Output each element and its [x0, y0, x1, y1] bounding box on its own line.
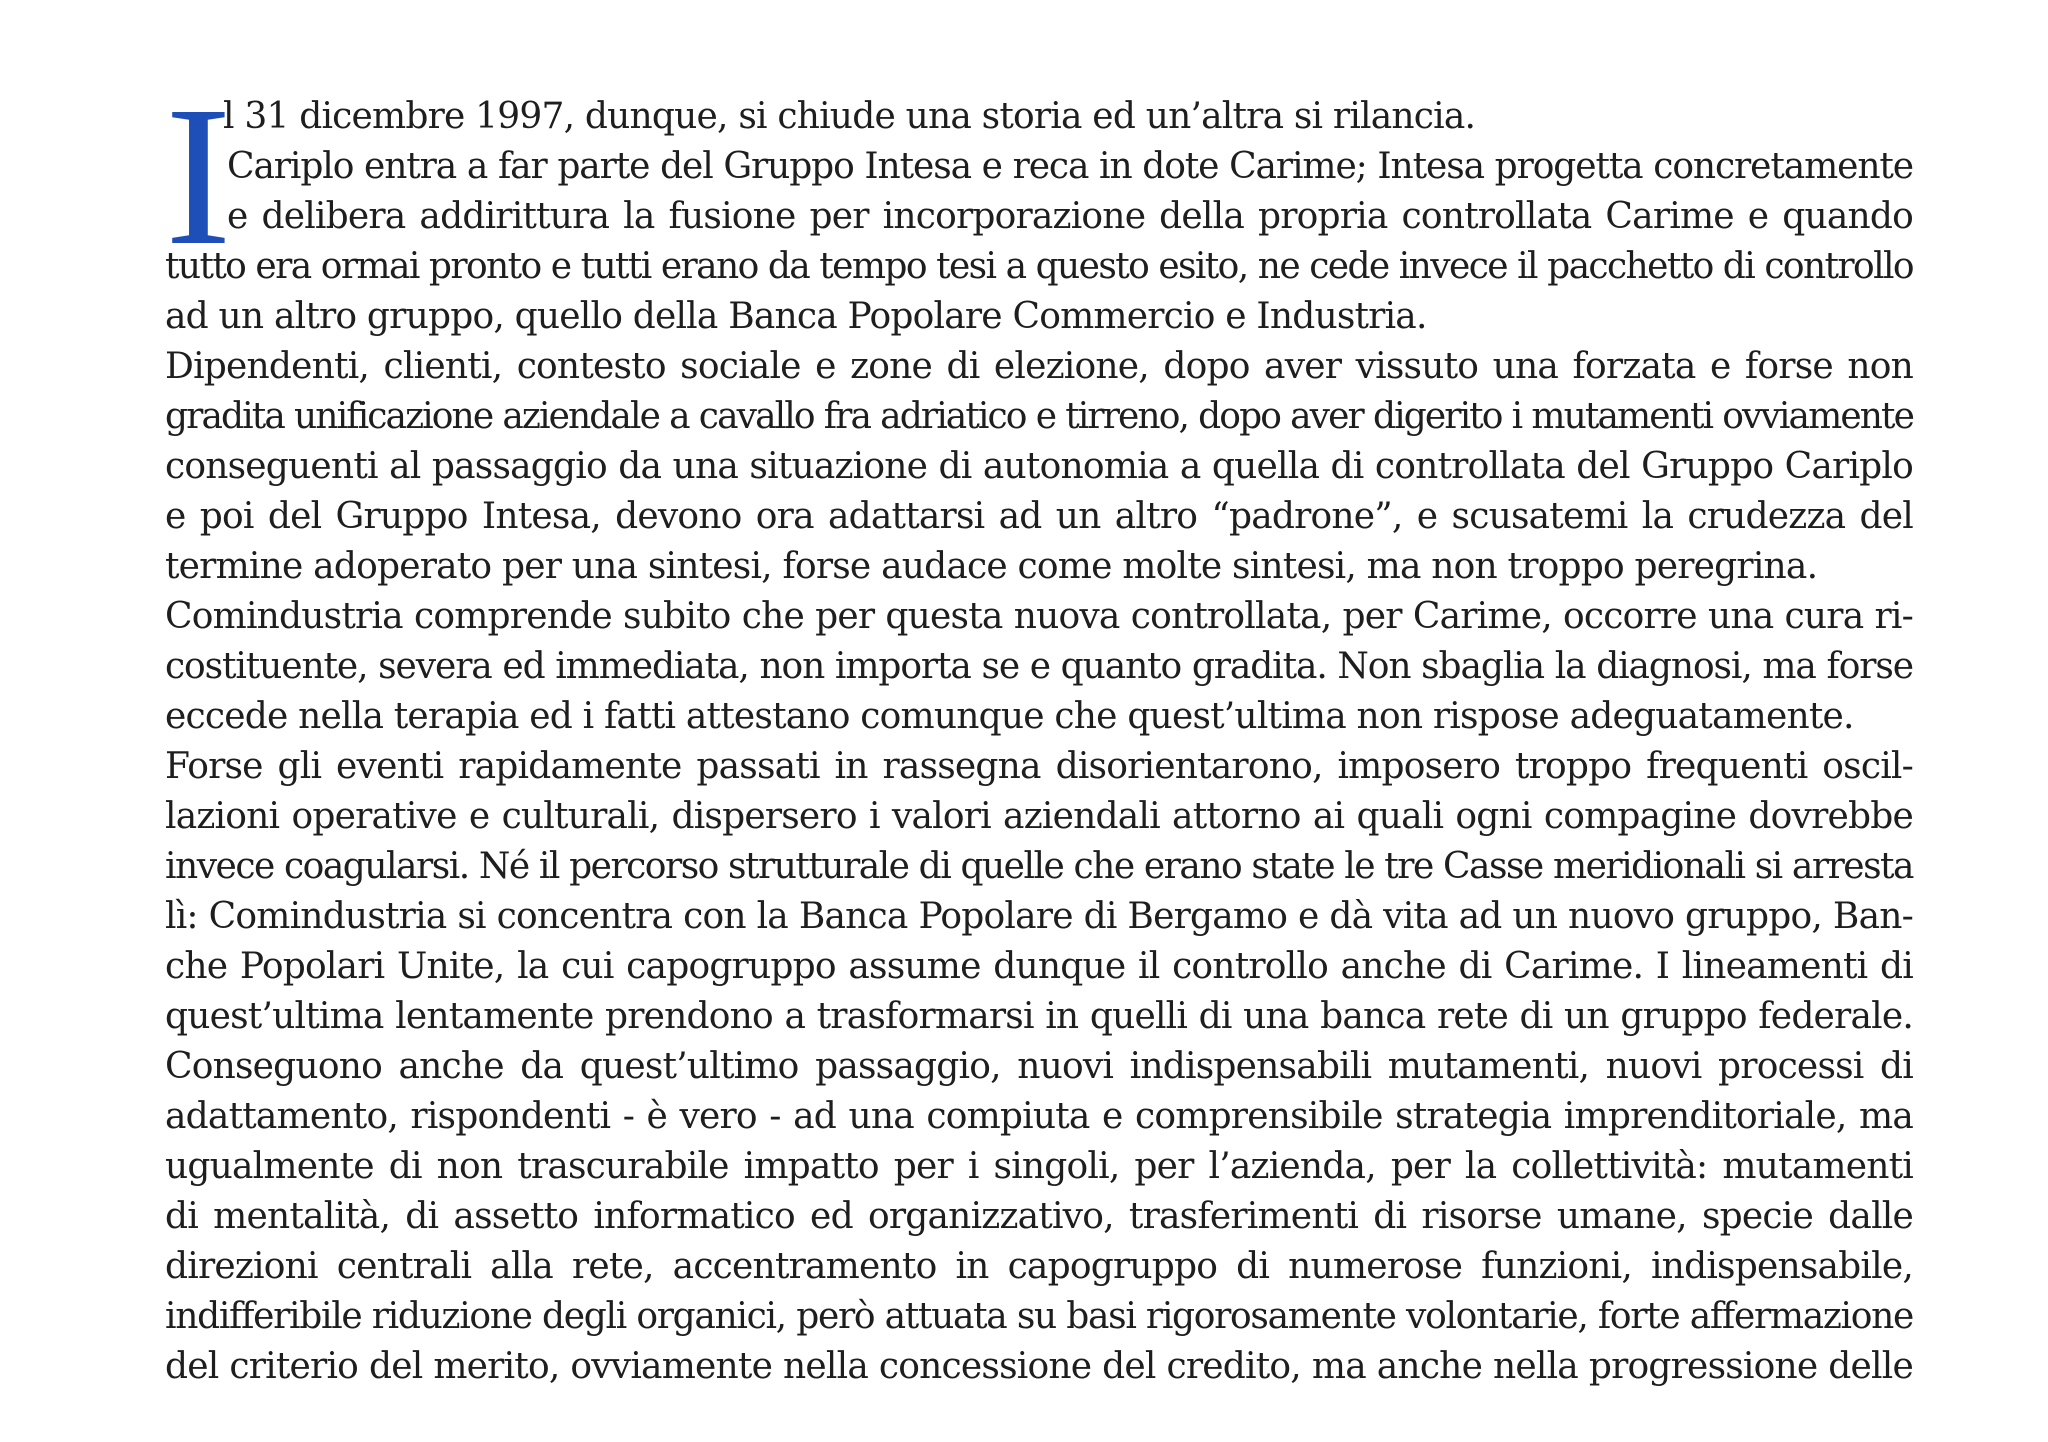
- text-line: Dipendenti, clienti, contesto sociale e zone di elezione, dopo aver vissuto una forzata e forse non: [165, 346, 1913, 387]
- text-line: costituente, severa ed immediata, non importa se e quanto gradita. Non sbaglia la diagnosi, ma forse: [165, 646, 1913, 687]
- text-line: ugualmente di non trascurabile impatto per i singoli, per l’azienda, per la collettività: mutamenti: [165, 1146, 1913, 1187]
- text-line: quest’ultima lentamente prendono a trasformarsi in quelli di una banca rete di un gruppo federale.: [165, 996, 1913, 1037]
- text-line: invece coagularsi. Né il percorso strutturale di quelle che erano state le tre Casse meridionali si arresta: [165, 846, 1913, 887]
- text-line: indifferibile riduzione degli organici, però attuata su basi rigorosamente volontarie, forte affermazione: [165, 1296, 1913, 1337]
- text-line: del criterio del merito, ovviamente nella concessione del credito, ma anche nella progressione delle: [165, 1346, 1913, 1387]
- text-line: conseguenti al passaggio da una situazione di autonomia a quella di controllata del Gruppo Cariplo: [165, 446, 1913, 487]
- drop-cap: I: [165, 66, 232, 287]
- text-line: di mentalità, di assetto informatico ed organizzativo, trasferimenti di risorse umane, specie dalle: [165, 1196, 1913, 1237]
- text-line: Forse gli eventi rapidamente passati in rassegna disorientarono, imposero troppo frequenti oscil-: [165, 746, 1913, 787]
- text-line: direzioni centrali alla rete, accentramento in capogruppo di numerose funzioni, indispensabile,: [165, 1246, 1913, 1287]
- text-line: eccede nella terapia ed i fatti attestano comunque che quest’ultima non rispose adeguatamente.: [165, 696, 1854, 737]
- text-line: Cariplo entra a far parte del Gruppo Intesa e reca in dote Carime; Intesa progetta concretamente: [227, 146, 1913, 187]
- text-line: tutto era ormai pronto e tutti erano da tempo tesi a questo esito, ne cede invece il pacchetto di controllo: [165, 246, 1913, 287]
- text-line: lì: Comindustria si concentra con la Banca Popolare di Bergamo e dà vita ad un nuovo gruppo, Ban-: [165, 896, 1913, 937]
- text-line: ad un altro gruppo, quello della Banca Popolare Commercio e Industria.: [165, 296, 1427, 337]
- text-line: termine adoperato per una sintesi, forse audace come molte sintesi, ma non troppo peregrina.: [165, 546, 1818, 587]
- text-line: Conseguono anche da quest’ultimo passaggio, nuovi indispensabili mutamenti, nuovi processi di: [165, 1046, 1913, 1087]
- text-line: e delibera addirittura la fusione per incorporazione della propria controllata Carime e quando: [227, 196, 1913, 237]
- text-line: gradita unificazione aziendale a cavallo fra adriatico e tirreno, dopo aver digerito i mutamenti ovviamente: [165, 396, 1913, 437]
- text-line: adattamento, rispondenti - è vero - ad una compiuta e comprensibile strategia imprenditoriale, ma: [165, 1096, 1913, 1137]
- body-text: [165, 66, 1913, 1392]
- text-line: che Popolari Unite, la cui capogruppo assume dunque il controllo anche di Carime. I lineamenti di: [165, 946, 1913, 987]
- text-line: e poi del Gruppo Intesa, devono ora adattarsi ad un altro “padrone”, e scusatemi la crudezza del: [165, 496, 1913, 537]
- text-line: l 31 dicembre 1997, dunque, si chiude una storia ed un’altra si rilancia.: [223, 96, 1476, 137]
- text-line: Comindustria comprende subito che per questa nuova controllata, per Carime, occorre una cura ri-: [165, 596, 1913, 637]
- text-line: lazioni operative e culturali, dispersero i valori aziendali attorno ai quali ogni compagine dovrebbe: [165, 796, 1913, 837]
